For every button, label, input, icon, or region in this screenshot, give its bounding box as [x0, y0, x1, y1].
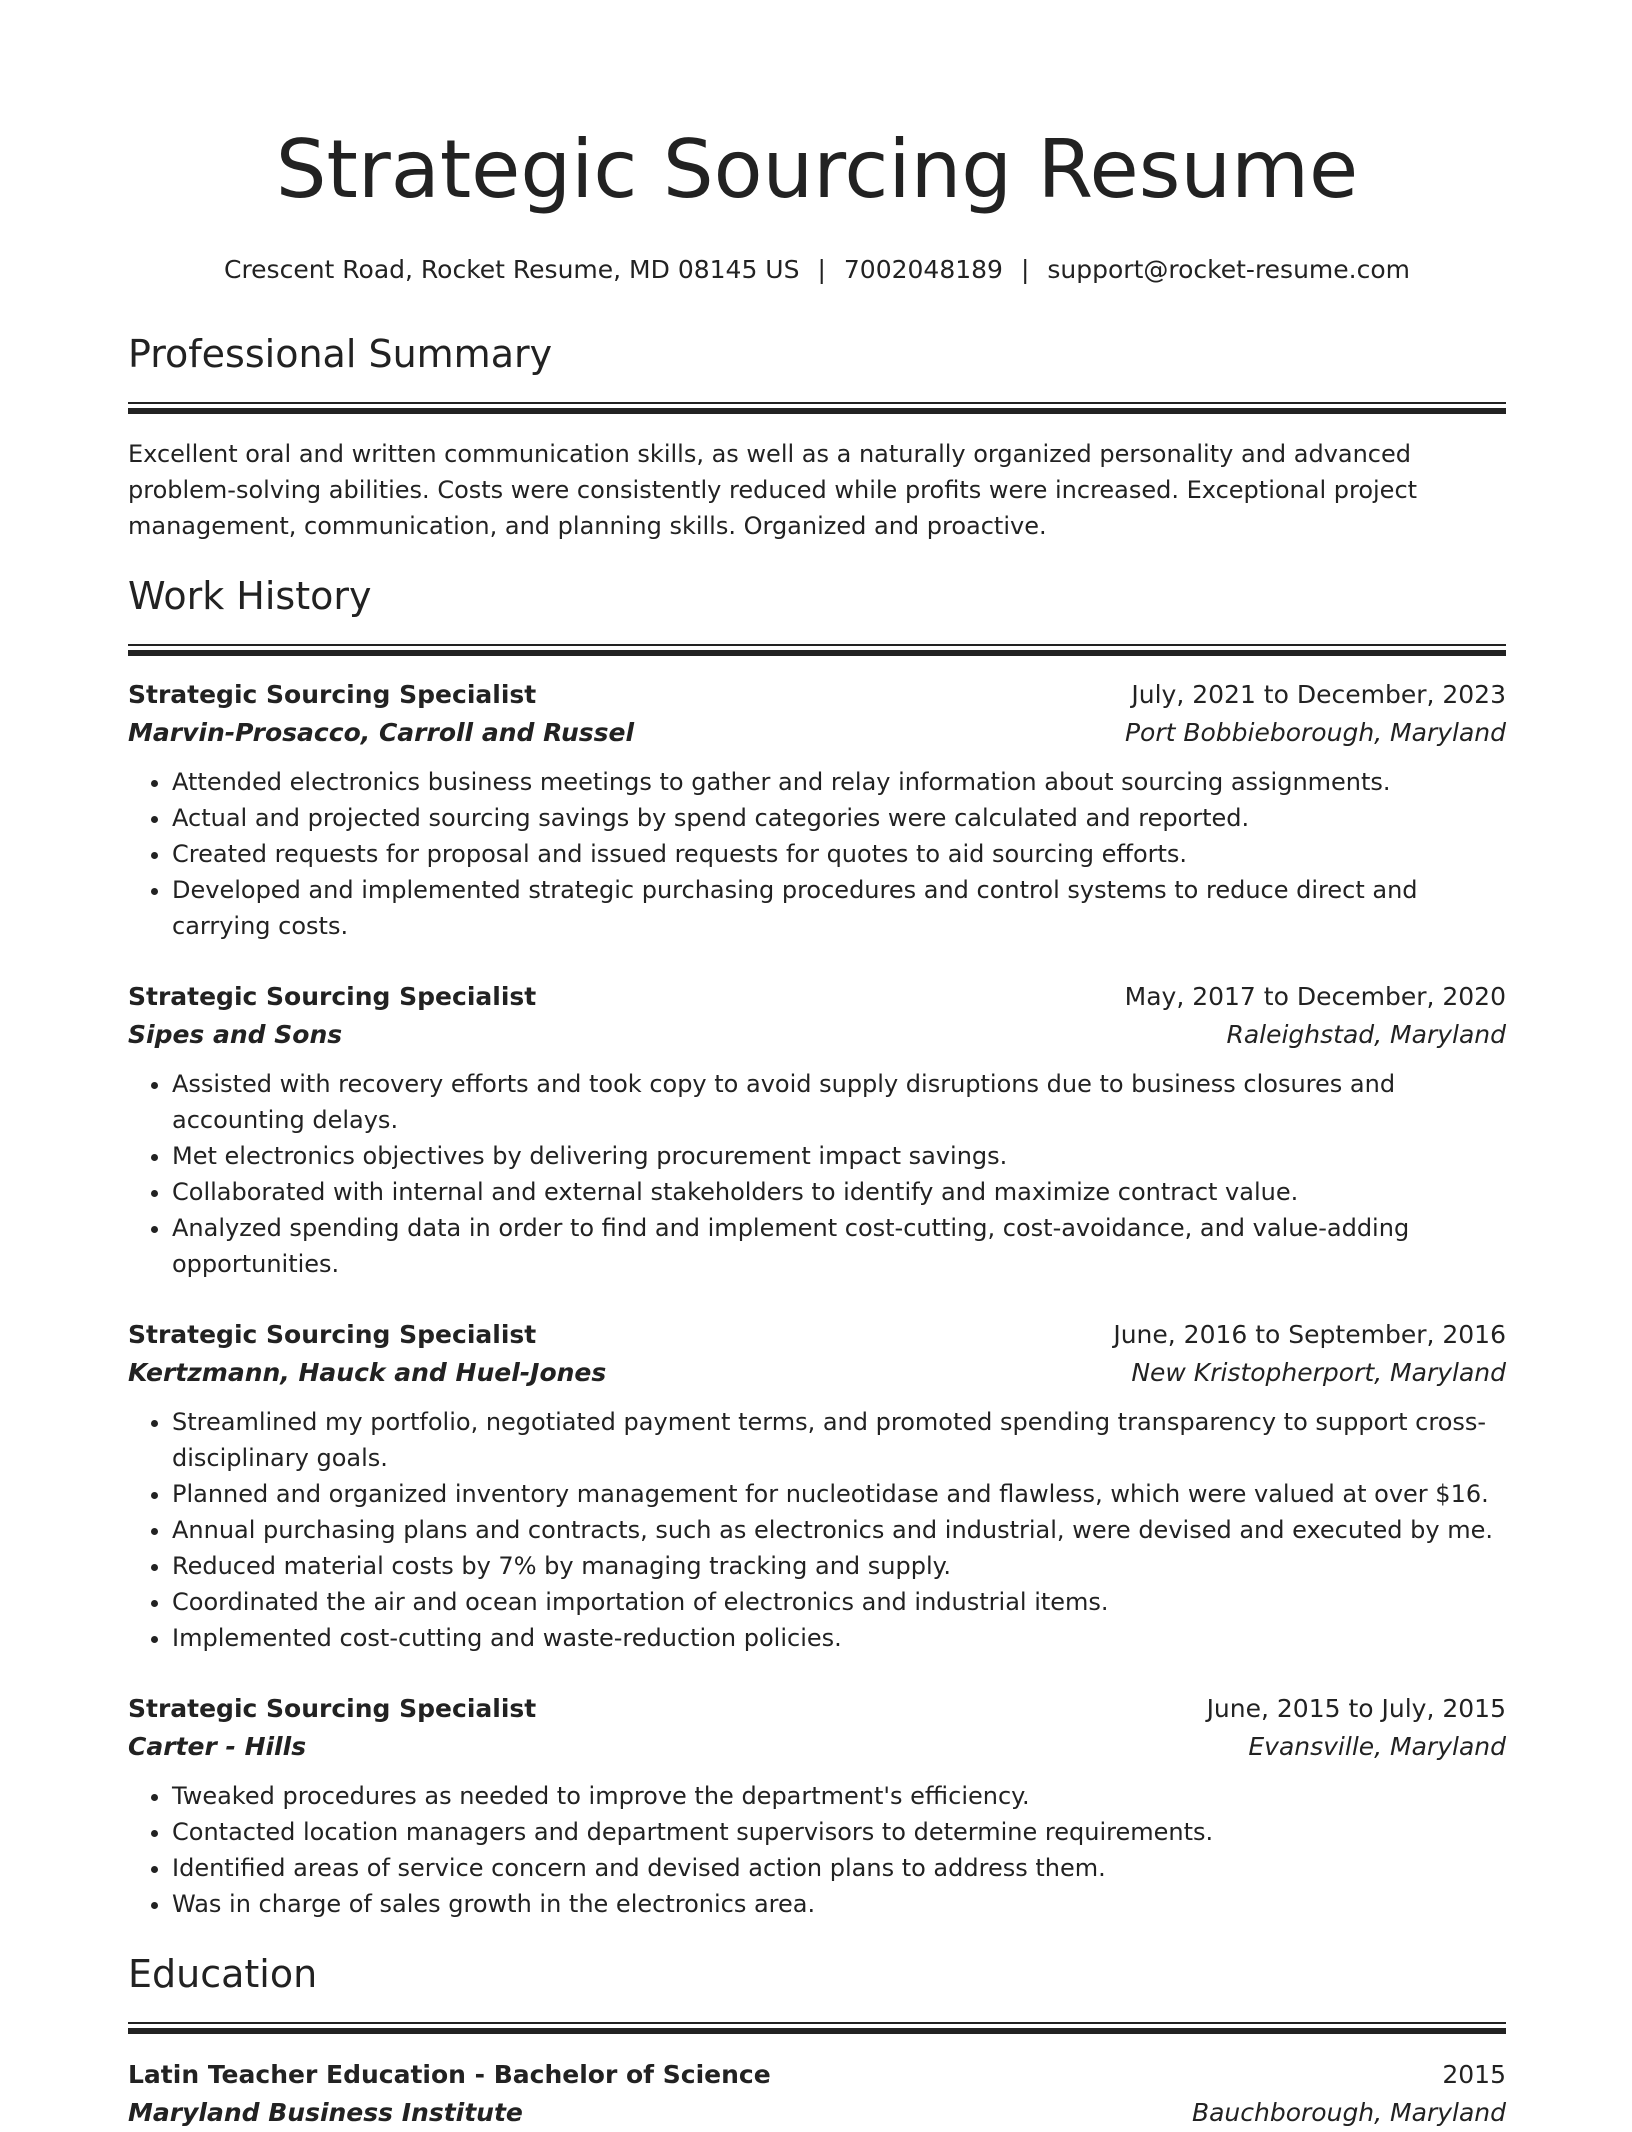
section-divider: [128, 2022, 1506, 2034]
education-location: Bauchborough, Maryland: [1191, 2098, 1506, 2127]
contact-line: [128, 254, 1506, 286]
list-item: • Planned and organized inventory management for nucleotidase and flawless, which were valued at over $16.: [172, 1476, 1506, 1512]
job-title: Strategic Sourcing Specialist: [128, 982, 537, 1011]
job-dates: June, 2016 to September, 2016: [1113, 1320, 1506, 1349]
list-item: • Assisted with recovery efforts and took copy to avoid supply disruptions due to business closures and accounting delays.: [172, 1066, 1506, 1138]
list-item: • Met electronics objectives by delivering procurement impact savings.: [172, 1138, 1506, 1174]
job-entry: [128, 1316, 1506, 1656]
section-heading: Work History: [128, 574, 372, 618]
job-dates: July, 2021 to December, 2023: [1131, 680, 1506, 709]
summary-text: Excellent oral and written communication skills, as well as a naturally organized personality and advanced problem-solving abilities. Costs were consistently reduced while profits were increased. Exceptional project management, communication, and planning skills. Organized and proactive.: [128, 440, 1418, 540]
job-company: Marvin-Prosacco, Carroll and Russel: [128, 718, 635, 747]
work-history-section: [128, 572, 1506, 1922]
job-dates: May, 2017 to December, 2020: [1124, 982, 1506, 1011]
list-item: • Tweaked procedures as needed to improve the department's efficiency.: [172, 1778, 1506, 1814]
education-section: [128, 1950, 1506, 2132]
job-title: Strategic Sourcing Specialist: [128, 1320, 537, 1349]
job-bullets: [128, 1404, 1506, 1656]
job-title: Strategic Sourcing Specialist: [128, 1694, 537, 1723]
section-heading: Education: [128, 1952, 318, 1996]
education-year: 2015: [1442, 2060, 1506, 2089]
job-location: Port Bobbieborough, Maryland: [1124, 718, 1506, 747]
list-item: • Streamlined my portfolio, negotiated payment terms, and promoted spending transparency to support cross-disciplinary goals.: [172, 1404, 1506, 1476]
list-item: • Coordinated the air and ocean importation of electronics and industrial items.: [172, 1584, 1506, 1620]
contact-phone: 7002048189: [843, 255, 1003, 284]
job-location: New Kristopherport, Maryland: [1131, 1358, 1506, 1387]
contact-separator: |: [1020, 255, 1030, 284]
contact-address: Crescent Road, Rocket Resume, MD 08145 US: [223, 255, 800, 284]
list-item: • Actual and projected sourcing savings by spend categories were calculated and reported.: [172, 800, 1506, 836]
contact-email: support@rocket-resume.com: [1047, 255, 1411, 284]
job-bullets: [128, 764, 1506, 944]
job-bullets: [128, 1778, 1506, 1922]
job-company: Sipes and Sons: [128, 1020, 343, 1049]
list-item: • Was in charge of sales growth in the electronics area.: [172, 1886, 1506, 1922]
job-company: Kertzmann, Hauck and Huel-Jones: [128, 1358, 607, 1387]
job-entry: [128, 1690, 1506, 1922]
page-title: Strategic Sourcing Resume: [275, 123, 1359, 216]
job-company: Carter - Hills: [128, 1732, 307, 1761]
list-item: • Reduced material costs by 7% by managing tracking and supply.: [172, 1548, 1506, 1584]
education-school: Maryland Business Institute: [128, 2098, 523, 2127]
list-item: • Contacted location managers and department supervisors to determine requirements.: [172, 1814, 1506, 1850]
job-entry: [128, 676, 1506, 944]
job-title: Strategic Sourcing Specialist: [128, 680, 537, 709]
job-dates: June, 2015 to July, 2015: [1206, 1694, 1506, 1723]
list-item: • Annual purchasing plans and contracts, such as electronics and industrial, were devised and executed by me.: [172, 1512, 1506, 1548]
job-entry: [128, 978, 1506, 1282]
section-heading: Professional Summary: [128, 332, 553, 376]
education-entry: [128, 2056, 1506, 2132]
job-bullets: [128, 1066, 1506, 1282]
list-item: • Implemented cost-cutting and waste-reduction policies.: [172, 1620, 1506, 1656]
list-item: • Attended electronics business meetings to gather and relay information about sourcing assignments.: [172, 764, 1506, 800]
job-location: Evansville, Maryland: [1248, 1732, 1506, 1761]
list-item: • Created requests for proposal and issued requests for quotes to aid sourcing efforts.: [172, 836, 1506, 872]
section-divider: [128, 402, 1506, 414]
section-divider: [128, 644, 1506, 656]
job-location: Raleighstad, Maryland: [1226, 1020, 1506, 1049]
list-item: • Identified areas of service concern and devised action plans to address them.: [172, 1850, 1506, 1886]
list-item: • Collaborated with internal and external stakeholders to identify and maximize contract value.: [172, 1174, 1506, 1210]
list-item: • Analyzed spending data in order to find and implement cost-cutting, cost-avoidance, and value-adding opportunities.: [172, 1210, 1506, 1282]
list-item: • Developed and implemented strategic purchasing procedures and control systems to reduce direct and carrying costs.: [172, 872, 1506, 944]
education-degree: Latin Teacher Education - Bachelor of Science: [128, 2060, 771, 2089]
professional-summary-section: [128, 330, 1506, 544]
contact-separator: |: [817, 255, 826, 284]
